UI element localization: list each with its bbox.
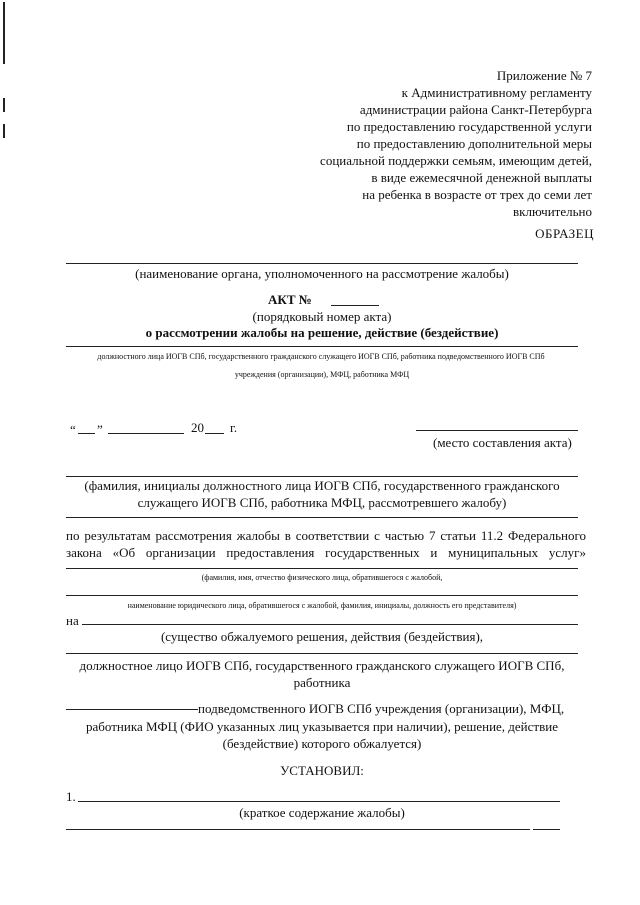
header-line: включительно [513, 204, 592, 219]
scan-edge-mark [3, 98, 5, 112]
header-line: Приложение № 7 [496, 68, 592, 83]
reviewer-divider [66, 517, 578, 518]
item-number: 1. [66, 789, 76, 804]
legal-caption: наименование юридического лица, обратившегося с жалобой, фамилия, инициалы, должность его представителя) [127, 601, 517, 610]
place-caption: (место составления акта) [433, 435, 572, 450]
reviewer-underline [66, 476, 578, 477]
organ-caption: (наименование органа, уполномоченного на рассмотрение жалобы) [135, 266, 509, 281]
summary-divider-tail [533, 829, 560, 830]
act-subject: о рассмотрении жалобы на решение, действие (бездействие) [145, 325, 499, 340]
individual-underline [66, 568, 578, 569]
official-text: должностное лицо ИОГВ СПб, государственного гражданского служащего ИОГВ СПб, [79, 658, 565, 673]
reviewer-caption: служащего ИОГВ СПб, работника МФЦ, рассмотревшего жалобу) [137, 495, 507, 510]
body-line: по результатам рассмотрения жалобы в соответствии с частью 7 статьи 11.2 Федерального [66, 528, 586, 543]
header-line: по предоставлению дополнительной меры [356, 136, 592, 151]
official-caption: учреждения (организации), МФЦ, работника МФЦ [234, 370, 410, 379]
organ-underline [66, 263, 578, 264]
official-underline [66, 346, 578, 347]
act-number-caption: (порядковый номер акта) [252, 309, 392, 324]
essence-underline [82, 624, 578, 625]
official-caption: должностного лица ИОГВ СПб, государственного гражданского служащего ИОГВ СПб, работника подведомственного ИОГВ СПб [97, 352, 545, 361]
sample-label: ОБРАЗЕЦ [535, 226, 594, 241]
subordinate-underline [66, 709, 198, 710]
header-line: в виде ежемесячной денежной выплаты [371, 170, 592, 185]
act-number-underline [331, 305, 379, 306]
date-open-quote: “ [70, 422, 76, 437]
subordinate-text: подведомственного ИОГВ СПб учреждения (организации), МФЦ, [198, 701, 565, 716]
summary-caption: (краткое содержание жалобы) [239, 805, 405, 820]
header-line: социальной поддержки семьям, имеющим детей, [320, 153, 592, 168]
date-year-prefix: 20 [191, 420, 204, 435]
individual-caption: (фамилия, имя, отчество физического лица, обратившегося с жалобой, [201, 573, 443, 582]
summary-underline [78, 801, 560, 802]
date-day-underline [78, 433, 95, 434]
place-underline [416, 430, 578, 431]
reviewer-caption: (фамилия, инициалы должностного лица ИОГВ СПб, государственного гражданского [84, 478, 560, 493]
header-line: к Административному регламенту [401, 85, 592, 100]
official-text: работника [293, 675, 351, 690]
established-heading: УСТАНОВИЛ: [280, 763, 364, 778]
essence-caption: (существо обжалуемого решения, действия (бездействия), [160, 629, 484, 644]
act-title: АКТ № [268, 292, 312, 307]
on-label: на [66, 613, 79, 628]
date-month-underline [108, 433, 184, 434]
header-line: администрации района Санкт-Петербурга [359, 102, 592, 117]
header-line: на ребенка в возрасте от трех до семи лет [362, 187, 592, 202]
date-year-suffix: г. [230, 420, 238, 435]
scan-edge-mark [3, 2, 5, 64]
essence-divider [66, 653, 578, 654]
scan-edge-mark [3, 124, 5, 138]
summary-divider [66, 829, 530, 830]
date-year-underline [205, 433, 224, 434]
date-close-quote: ” [97, 422, 103, 437]
subordinate-text: (бездействие) которого обжалуется) [222, 736, 422, 751]
header-line: по предоставлению государственной услуги [346, 119, 592, 134]
legal-underline [66, 595, 578, 596]
body-line: закона «Об организации предоставления государственных и муниципальных услуг» [66, 545, 586, 560]
subordinate-text: работника МФЦ (ФИО указанных лиц указывается при наличии), решение, действие [86, 719, 558, 734]
